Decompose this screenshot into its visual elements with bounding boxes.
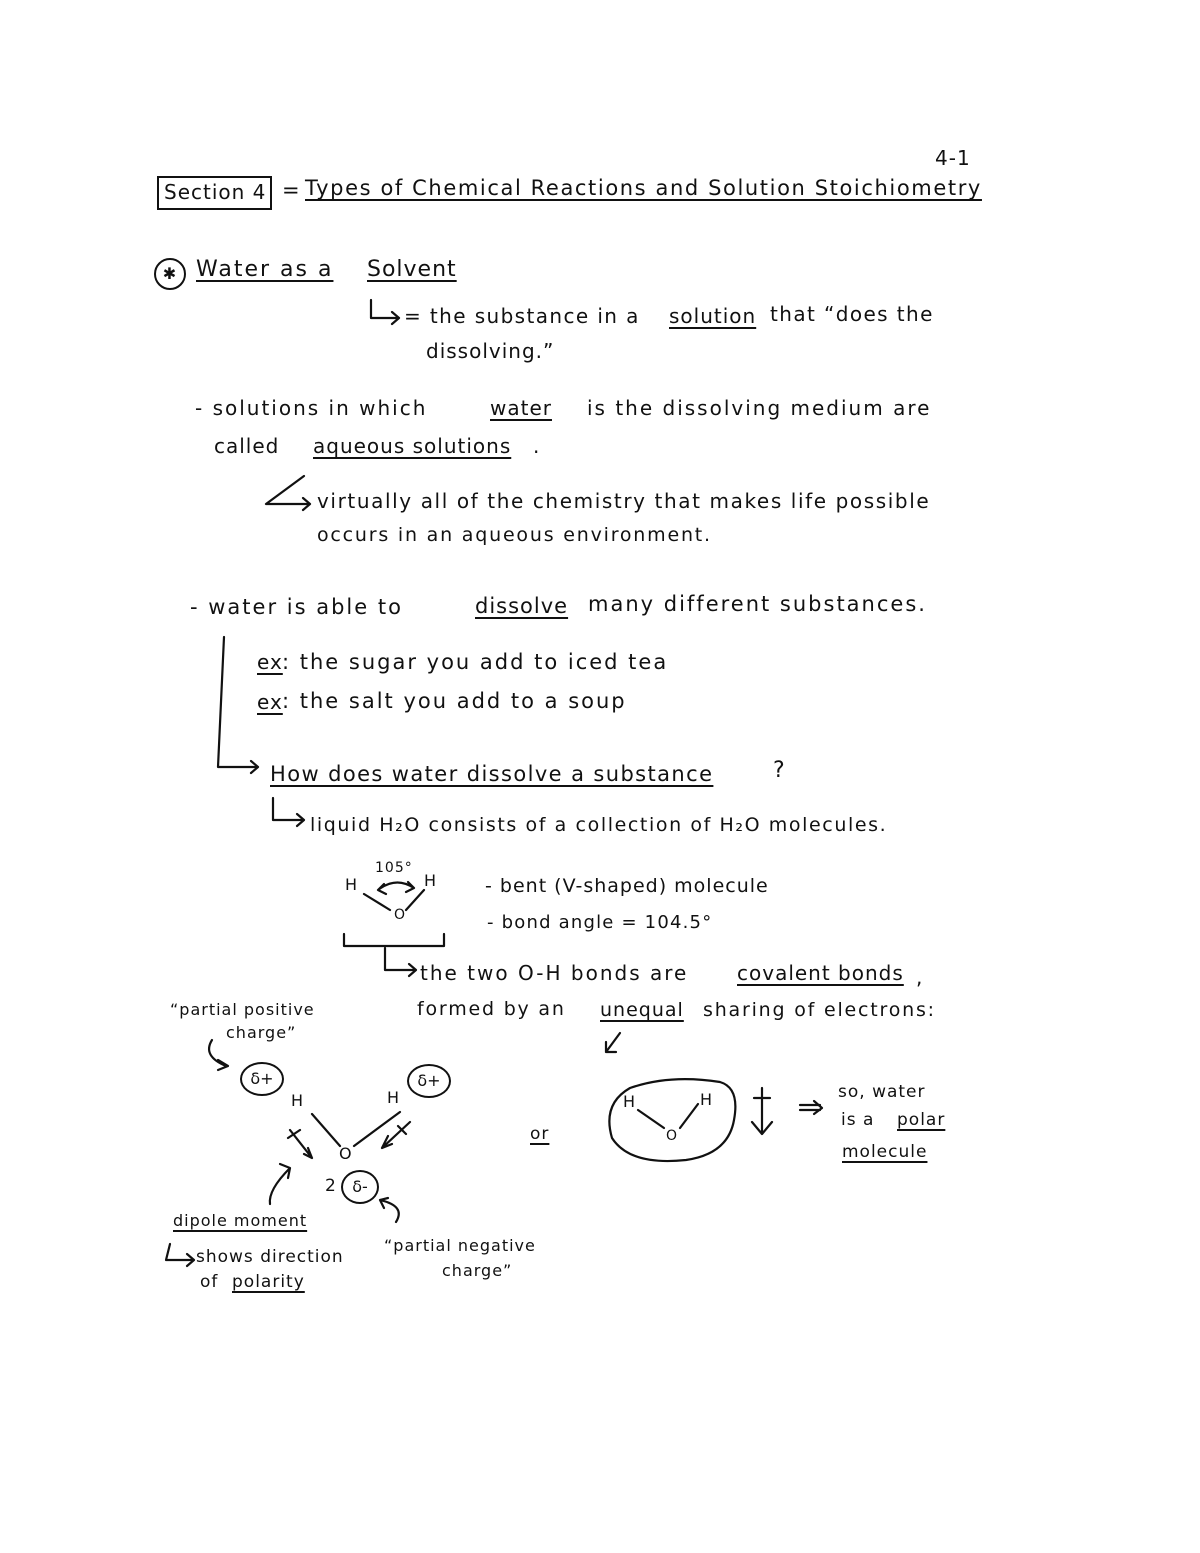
small-molecule-h-right: H [424,871,438,890]
partial-negative-line1: “partial negative [384,1236,536,1255]
dipole-description-line1: shows direction [196,1247,344,1267]
example1-text: : the sugar you add to iced tea [282,650,669,674]
example2-text: : the salt you add to a soup [282,689,627,713]
down-arrow-icon [598,1030,628,1058]
topic-title-term: Solvent [367,257,457,282]
delta-plus-right-badge: δ+ [407,1064,451,1098]
polar-molecule-o: O [339,1144,353,1163]
partial-negative-arrow-icon [372,1196,408,1228]
bullet1-term-aqueous: aqueous solutions [313,434,512,458]
dipole-arrow-icon [160,1240,200,1270]
example2-label: ex [257,690,283,714]
bonds-line2-pre: formed by an [417,998,566,1020]
note-arrow-icon [260,472,316,512]
question-text: How does water dissolve a substance [270,762,714,786]
answer-text: liquid H₂O consists of a collection of H₂O molecules. [310,814,888,836]
bonds-arrow-icon [380,946,424,982]
enclosed-molecule-o: O [666,1128,679,1144]
conclusion-line1: so, water [838,1082,926,1102]
bullet1-term-water: water [490,396,552,420]
polar-molecule-h-left: H [291,1091,305,1110]
definition-term: solution [669,304,757,328]
polar-molecule-h-right: H [387,1088,401,1107]
question-mark: ? [773,758,786,783]
bullet1-line2-post: . [533,434,541,458]
page-number: 4-1 [935,146,971,170]
section-label: Section 4 [164,180,267,204]
small-molecule-bonds [340,870,460,950]
partial-negative-line2: charge” [442,1261,513,1280]
enclosed-molecule-h-right: H [700,1090,714,1109]
conclusion-line3: molecule [842,1142,928,1162]
delta-minus-coefficient: 2 [325,1176,337,1196]
partial-positive-line2: charge” [226,1023,297,1042]
star-marker-icon: ✱ [154,258,186,290]
bonds-term-unequal: unequal [600,999,684,1021]
delta-plus-left-badge: δ+ [240,1062,284,1096]
definition-arrow-icon [365,298,405,328]
bonds-line2-post: sharing of electrons: [703,999,936,1021]
bullet1-line1-post: is the dissolving medium are [587,396,932,420]
bonds-line1-pre: the two O-H bonds are [420,961,689,985]
bullet2-term-dissolve: dissolve [475,594,569,618]
conclusion-term-polar: polar [897,1110,946,1130]
bullet2-line-post: many different substances. [588,592,927,616]
example1-label: ex [257,650,283,674]
definition-text-post: that “does the [770,302,934,326]
molecule-property-bent: - bent (V-shaped) molecule [485,875,769,897]
dipole-description-of: of [200,1272,219,1292]
enclosed-molecule-outline [600,1074,790,1174]
small-molecule-o: O [394,907,407,923]
definition-text-line2: dissolving.” [426,339,555,363]
header-equals: = [282,178,301,202]
bullet2-line-pre: - water is able to [190,595,403,619]
bullet1-note-line2: occurs in an aqueous environment. [317,524,712,546]
page-title: Types of Chemical Reactions and Solution Stoichiometry [305,176,982,200]
bullet1-line2-pre: called [214,434,280,458]
implies-arrow-icon [798,1098,828,1118]
delta-minus-badge: δ- [341,1170,379,1204]
partial-positive-arrow-icon [198,1036,248,1076]
bonds-term-covalent: covalent bonds [737,961,904,985]
dipole-term-polarity: polarity [232,1272,305,1292]
bullet1-line1-pre: - solutions in which [195,396,428,420]
conclusion-line2-pre: is a [841,1110,875,1130]
partial-positive-line1: “partial positive [170,1000,315,1019]
topic-title-prefix: Water as a [196,257,334,282]
definition-text-pre: = the substance in a [404,304,640,328]
angle-label: 105° [375,860,413,876]
molecule-property-angle: - bond angle = 104.5° [487,912,713,933]
answer-arrow-icon [268,796,310,830]
enclosed-molecule-h-left: H [623,1092,637,1111]
bonds-line1-post: , [916,965,924,989]
or-label: or [530,1124,550,1144]
bullet1-note-line1: virtually all of the chemistry that makes life possible [317,489,931,513]
dipole-label: dipole moment [173,1211,308,1230]
small-molecule-h-left: H [345,875,359,894]
